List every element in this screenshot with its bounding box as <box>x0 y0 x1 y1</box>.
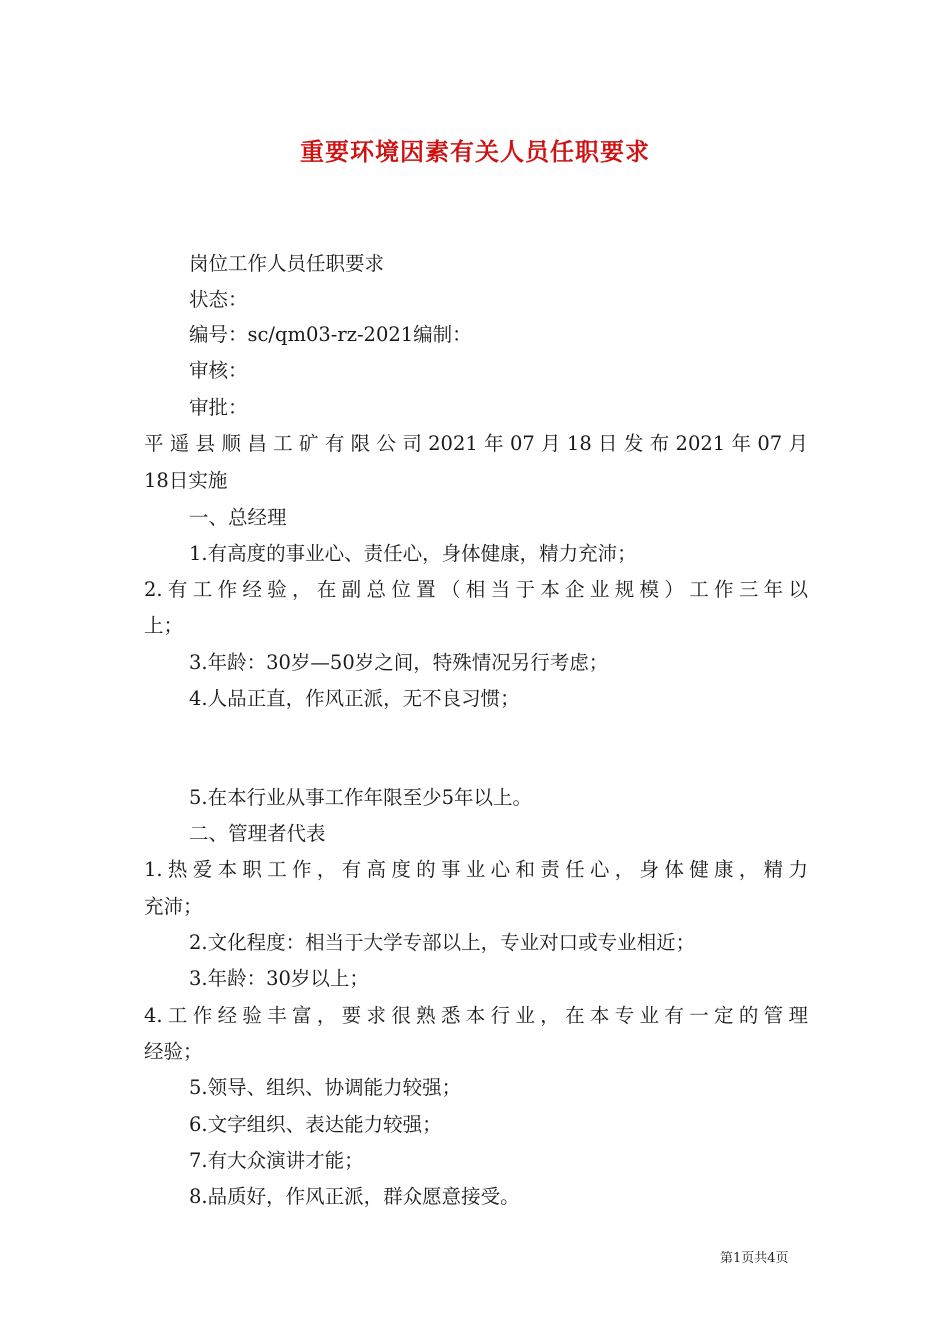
code-line: 编号：sc/qm03-rz-2021编制： <box>189 323 472 346</box>
review-line: 审核： <box>189 359 248 382</box>
list-item: 6.文字组织、表达能力较强； <box>189 1113 442 1136</box>
list-item: 2.文化程度：相当于大学专部以上，专业对口或专业相近； <box>189 931 696 954</box>
section-heading-gm: 一、总经理 <box>189 506 287 529</box>
list-item: 5.领导、组织、协调能力较强； <box>189 1076 462 1099</box>
publish-line: 平遥县顺昌工矿有限公司2021年07月18日发布2021年07月 <box>144 432 808 455</box>
list-item-cont: 经验； <box>144 1040 203 1063</box>
approve-line: 审批： <box>189 396 248 419</box>
list-item: 1.有高度的事业心、责任心，身体健康，精力充沛； <box>189 542 637 565</box>
list-item: 4.人品正直，作风正派，无不良习惯； <box>189 687 520 710</box>
document-title: 重要环境因素有关人员任职要求 <box>300 138 650 166</box>
list-item: 7.有大众演讲才能； <box>189 1149 364 1172</box>
list-item: 3.年龄：30岁以上； <box>189 967 369 990</box>
list-item: 5.在本行业从事工作年限至少5年以上。 <box>189 786 533 809</box>
list-item-cont: 上； <box>144 614 184 637</box>
list-item: 3.年龄：30岁—50岁之间，特殊情况另行考虑； <box>189 651 609 674</box>
publish-line-cont: 18日实施 <box>144 469 228 492</box>
subtitle-line: 岗位工作人员任职要求 <box>189 252 385 275</box>
status-line: 状态： <box>189 288 248 311</box>
page-number: 第1页共4页 <box>720 1251 789 1266</box>
list-item: 1.热爱本职工作，有高度的事业心和责任心，身体健康，精力 <box>144 858 808 881</box>
section-heading-mr: 二、管理者代表 <box>189 822 326 845</box>
list-item-cont: 充沛； <box>144 895 203 918</box>
list-item: 8.品质好，作风正派，群众愿意接受。 <box>189 1185 520 1208</box>
list-item: 2.有工作经验，在副总位置（相当于本企业规模）工作三年以 <box>144 578 808 601</box>
list-item: 4.工作经验丰富，要求很熟悉本行业，在本专业有一定的管理 <box>144 1004 808 1027</box>
